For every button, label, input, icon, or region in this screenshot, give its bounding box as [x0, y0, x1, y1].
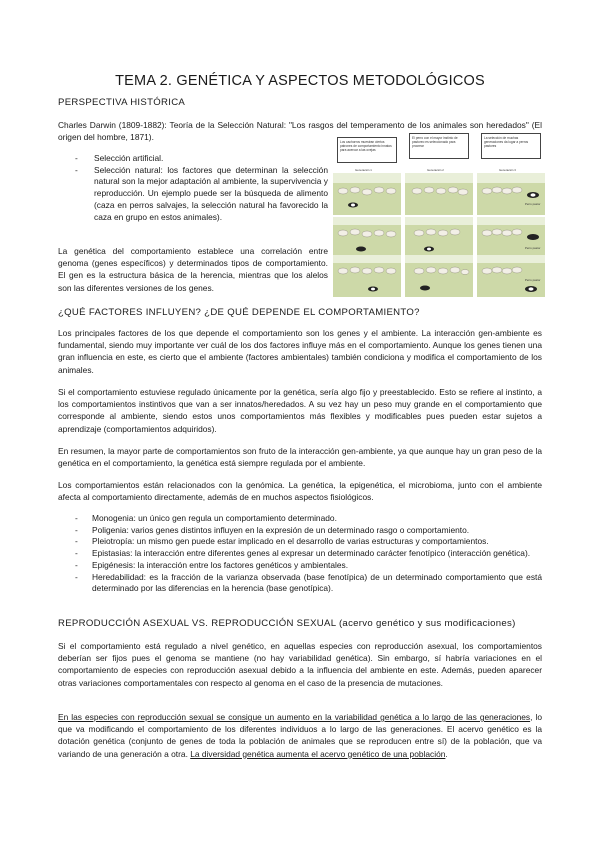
underlined-text: La diversidad genética aumenta el acervo genético de una población — [190, 748, 446, 759]
reproduction-paragraph-1: Si el comportamiento está regulado a nivel genético, en aquellas especies con reproducción asexual, los comportamientos deberían ser fijos pues el genoma se mantiene (no hay variabilidad genética). Sin embargo, sí habría variaciones en el comportamiento de especies con reproducción asexual debido a la influencia del ambiente en este. Además, pueden aparecer otras variaciones comportamentales con respecto al genoma en el caso de la presencia de mutaciones. — [58, 641, 542, 688]
list-item: - Monogenia: un único gen regula un comportamiento determinado. — [75, 513, 337, 523]
list-item: - Poligenia: varios genes distintos influyen en la expresión de un determinado rasgo o comportamiento. — [75, 524, 470, 535]
pasture-panel — [333, 173, 401, 215]
panel-label: Perro pastor — [525, 202, 541, 206]
factors-paragraph-3: En resumen, la mayor parte de comportamientos son fruto de la interacción gen-ambiente, ya que aunque hay un gran peso de la genética en el comportamiento, la genética está siempre regulada por el ambiente. — [58, 446, 542, 469]
panel-label: Perro pastor — [525, 278, 541, 282]
bullet-dash: - — [75, 548, 78, 559]
bullet-dash: - — [75, 153, 78, 163]
speech-bubble-2: El perro con el mayor instinto de pastoreo es seleccionado para procrear — [409, 133, 469, 159]
factors-paragraph-2: Si el comportamiento estuviese regulado únicamente por la genética, sería algo fijo y preestablecido. Esto se refiere al instinto, a los comportamientos instintivos que van a ser innatos/heredados. A su vez hay un peso muy grande en el comportamiento que corresponde al ambiente, siendo estos unos comportamientos más flexibles y modificables pues pueden estar sujetos a aprendizaje (comportamientos adquiridos). — [58, 387, 542, 434]
section-heading-reproduction: REPRODUCCIÓN ASEXUAL VS. REPRODUCCIÓN SEXUAL (acervo genético y sus modificaciones) — [58, 618, 516, 629]
list-item: - Selección artificial. — [75, 153, 164, 163]
speech-bubble-3: La selección de muchas generaciones da lugar a perros pastores — [481, 133, 541, 159]
selection-list — [58, 153, 328, 223]
page-title: TEMA 2. GENÉTICA Y ASPECTOS METODOLÓGICOS — [115, 73, 485, 89]
panel-label: Perro pastor — [525, 246, 541, 250]
bullet-dash: - — [75, 536, 78, 547]
generation-caption-3: Generación 3 — [499, 168, 516, 172]
darwin-intro-paragraph: Charles Darwin (1809-1882): Teoría de la Selección Natural: "Los rasgos del temperamento de los animales son heredados" (El origen del hombre, 1871). — [58, 120, 542, 143]
list-item: - Heredabilidad: es la fracción de la varianza observada (base fenotípica) de un determinado comportamiento que está determinado por las diferencias en la herencia (base genotípica). — [75, 571, 542, 594]
speech-bubble-1: Los cachorros muestran ciertos patrones de comportamiento innatos para acercar a las ovejas — [337, 137, 397, 163]
list-item: - Epistasias: la interacción entre diferentes genes al expresar un determinado carácter fenotípico (interacción genética). — [75, 548, 531, 559]
pasture-panel — [405, 173, 473, 215]
section-heading-history: PERSPECTIVA HISTÓRICA — [58, 97, 186, 108]
bullet-dash: - — [75, 513, 78, 523]
underlined-text: En las especies con reproducción sexual se consigue un aumento en la variabilidad genética a lo largo de las generaciones — [58, 712, 531, 722]
pasture-panel — [405, 217, 473, 259]
bullet-dash: - — [75, 524, 78, 535]
bullet-dash: - — [75, 571, 78, 582]
section-heading-factors: ¿QUÉ FACTORES INFLUYEN? ¿DE QUÉ DEPENDE EL COMPORTAMIENTO? — [58, 307, 420, 318]
pasture-panel — [477, 255, 545, 297]
reproduction-paragraph-2: En las especies con reproducción sexual se consigue un aumento en la variabilidad genética a lo largo de las generaciones, lo que va modificando el comportamiento de los diferentes individuos a lo largo de las generaciones. El acervo genético es la dotación genética (conjunto de genes de toda la población de animales que se reproducen entre sí) de la población, que va variando de una generación a otra. La diversidad genética aumenta el acervo genético de una población. — [58, 712, 542, 759]
generation-caption-1: Generación 1 — [355, 168, 372, 172]
bullet-dash: - — [75, 164, 78, 175]
pasture-panel — [405, 255, 473, 297]
bullet-dash: - — [75, 559, 78, 570]
list-item: - Pleiotropía: un mismo gen puede estar implicado en el desarrollo de varias estructuras y comportamientos. — [75, 536, 489, 547]
pasture-panel — [333, 255, 401, 297]
pasture-panel — [477, 217, 545, 259]
sheepdog-selection-figure — [333, 137, 545, 297]
factors-paragraph-4: Los comportamientos están relacionados con la genómica. La genética, la epigenética, el microbioma, junto con el ambiente afecta al comportamiento directamente, además de en muchos aspectos fisiológicos. — [58, 480, 542, 503]
genetics-behaviour-paragraph: La genética del comportamiento establece una correlación entre genoma (genes específicos) y determinados tipos de comportamiento. El gen es la estructura básica de la herencia, mientras que los alelos son las diferentes versiones de los genes. — [58, 246, 328, 293]
pasture-panel — [477, 173, 545, 215]
pasture-panel — [333, 217, 401, 259]
generation-caption-2: Generación 2 — [427, 168, 444, 172]
list-item: - Epigénesis: la interacción entre los factores genéticos y ambientales. — [75, 559, 349, 570]
list-item: - Selección natural: los factores que determinan la selección natural son la mejor adaptación al ambiente, la supervivencia y reproducción. Un ejemplo puede ser la búsqueda de alimento (caza en perros salvajes, la selección natural ha favorecido la caza en grupo en estos animales). — [75, 164, 328, 222]
factors-paragraph-1: Los principales factores de los que depende el comportamiento son los genes y el ambiente. La interacción gen-ambiente es fundamental, siendo muy importante ver cuál de los dos factores influye más en el comportamiento. Aunque los genes tienen una gran influencia en este, es cierto que el ambiente (factores ambientales) también condiciona y modifica el comportamiento de los animales. — [58, 328, 542, 375]
genetic-concepts-list — [58, 513, 542, 595]
